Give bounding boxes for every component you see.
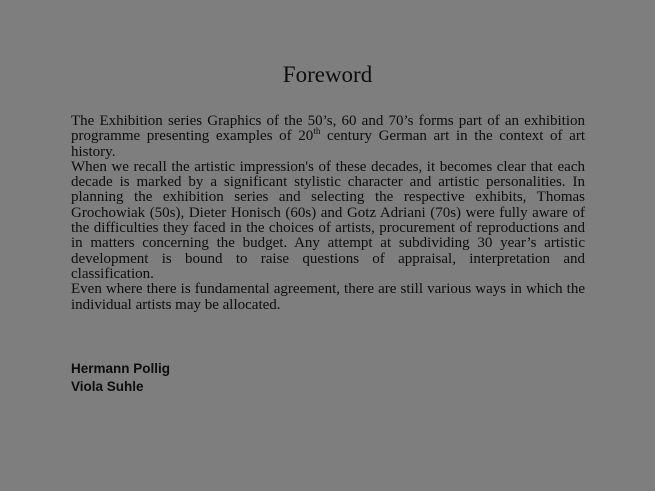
signature-name: Viola Suhle — [71, 379, 144, 394]
paragraph-1-text-b: century German art in the context of art history. — [71, 128, 585, 160]
signatures — [71, 360, 170, 396]
ordinal-superscript: th — [313, 126, 321, 137]
paragraph-1-text-a: The Exhibition series Graphics of the 50’s, 60 and 70’s forms part of an exhibition programme presenting examples of 20 — [71, 113, 585, 145]
paragraph-2: When we recall the artistic impression's of these decades, it becomes clear that each decade is marked by a significant stylistic character and artistic personalities. In planning the exhibition series and selecting the respective exhibits, Thomas Grochowiak (50s), Dieter Honisch (60s) and Gotz Adriani (70s) were fully aware of the difficulties they faced in the choices of artists, procurement of reproductions and in matters concerning the budget. Any attempt at subdividing 30 year’s artistic development is bound to raise questions of appraisal, interpretation and classification. — [71, 158, 585, 282]
paragraph-3: Even where there is fundamental agreement, there are still various ways in which the individual artists may be allocated. — [71, 281, 585, 313]
page-title: Foreword — [282, 62, 373, 87]
foreword-body — [71, 114, 585, 313]
signature-name: Hermann Pollig — [71, 361, 171, 376]
paragraph-1 — [71, 114, 585, 160]
